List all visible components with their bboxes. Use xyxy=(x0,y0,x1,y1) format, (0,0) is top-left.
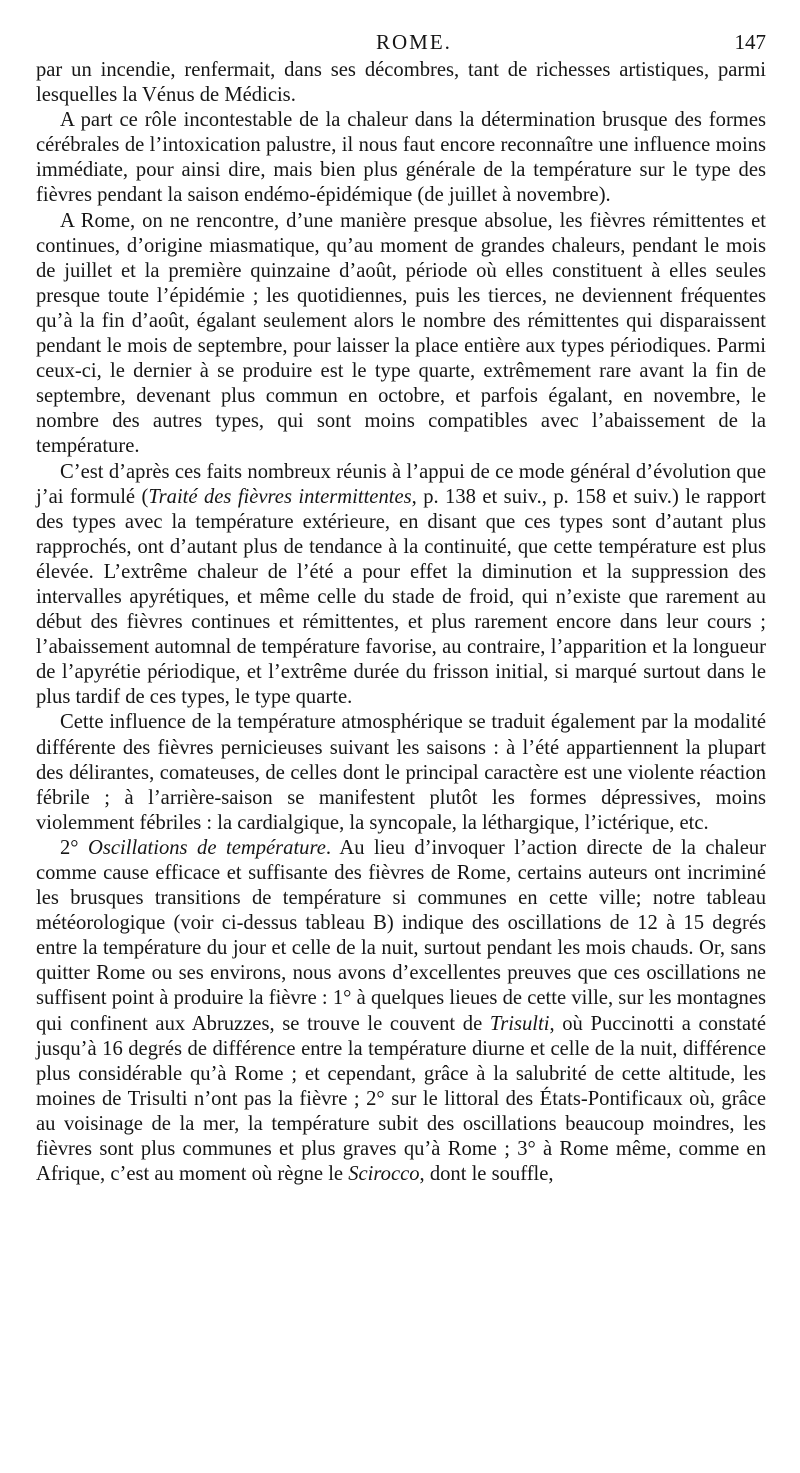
paragraph-4-text-b: , p. 138 et suiv., p. 158 et suiv.) le rapport des types avec la température extérieure, en disant que ces types sont d’autant plus rapprochés, ont d’autant plus de tendance à la continuité, que cette température est plus élevée. L’extrême chaleur de l’été a pour effet la diminution et la suppression des intervalles apyrétiques, et même celle du stade de froid, qui n’existe que rarement au début des fièvres continues et rémittentes, et plus rarement encore dans leur cours ; l’abaissement automnal de température favorise, au contraire, l’apparition et la longueur de l’apyrétie périodique, et l’extrême durée du frisson initial, si marqué surtout dans le plus tardif de ces types, le type quarte. xyxy=(36,485,766,709)
page xyxy=(36,28,766,1187)
paragraph-6 xyxy=(36,836,766,1187)
body-text xyxy=(36,58,766,1187)
running-title: ROME. xyxy=(376,30,452,54)
paragraph-4-text-a: C’est d’après ces faits nombreux réunis à l’appui de ce mode général d’évolution que j’ai formulé ( xyxy=(36,460,766,508)
paragraph-6-text-d: , dont le souffle, xyxy=(419,1163,554,1186)
paragraph-6-text-b: . Au lieu d’invoquer l’action directe de la chaleur comme cause efficace et suffisante des fièvres de Rome, certains auteurs ont incriminé les brusques transitions de température si communes en cette ville; notre tableau météorologique (voir ci-dessus tableau B) indique des oscillations de 12 à 15 degrés entre la température du jour et celle de la nuit, surtout pendant les mois chauds. Or, sans quitter Rome ou ses environs, nous avons d’excellentes preuves que ces oscillations ne suffisent point à produire la fièvre : 1° à quelques lieues de cette ville, sur les montagnes qui confinent aux Abruzzes, se trouve le couvent de xyxy=(36,836,766,1035)
paragraph-5: Cette influence de la température atmosphérique se traduit également par la modalité différente des fièvres pernicieuses suivant les saisons : à l’été appartiennent la plupart des délirantes, comateuses, de celles dont le principal caractère est une violente réaction fébrile ; à l’arrière-saison se manifestent plutôt les formes dépressives, moins violemment fébriles : la cardialgique, la syncopale, la léthargique, l’ictérique, etc. xyxy=(36,711,766,834)
place-name: Trisulti xyxy=(489,1012,550,1035)
paragraph-3: A Rome, on ne rencontre, d’une manière presque absolue, les fièvres rémittentes et continues, d’origine miasmatique, qu’au moment de grandes chaleurs, pendant le mois de juillet et la première quinzaine d’août, période où elles constituent à elles seules presque toute l’épidémie ; les quotidiennes, puis les tierces, ne deviennent fréquentes qu’à la fin d’août, égalant seulement alors le nombre des rémittentes qui disparaissent pendant le mois de septembre, pour laisser la place entière aux types périodiques. Parmi ceux-ci, le dernier à se produire est le type quarte, extrêmement rare avant la fin de septembre, devenant plus commun en octobre, et parfois égalant, en novembre, le nombre des autres types, qui sont moins compatibles avec l’abaissement de la température. xyxy=(36,209,766,458)
paragraph-6-text-a: 2° xyxy=(60,836,89,859)
paragraph-4 xyxy=(36,460,766,711)
wind-name: Scirocco xyxy=(348,1163,420,1186)
section-heading: Oscillations de température xyxy=(88,836,326,859)
paragraph-1: par un incendie, renfermait, dans ses décombres, tant de richesses artistiques, parmi lesquelles la Vénus de Médicis. xyxy=(36,59,766,107)
page-number: 147 xyxy=(734,30,766,54)
running-header xyxy=(36,28,766,58)
paragraph-2: A part ce rôle incontestable de la chaleur dans la détermination brusque des formes cérébrales de l’intoxication palustre, il nous faut encore reconnaître une influence moins immédiate, pour ainsi dire, mais bien plus générale de la température sur le type des fièvres pendant la saison endémo-épidémique (de juillet à novembre). xyxy=(36,109,766,207)
paragraph-6-text-c: , où Puccinotti a constaté jusqu’à 16 degrés de différence entre la température diurne et celle de la nuit, différence plus considérable qu’à Rome ; et cependant, grâce à la salubrité de cette altitude, les moines de Trisulti n’ont pas la fièvre ; 2° sur le littoral des États-Pontificaux où, grâce au voisinage de la mer, la température subit des oscillations beaucoup moindres, les fièvres sont plus communes et plus graves qu’à Rome ; 3° à Rome même, comme en Afrique, c’est au moment où règne le xyxy=(36,1012,766,1186)
book-title: Traité des fièvres intermittentes xyxy=(148,485,412,508)
